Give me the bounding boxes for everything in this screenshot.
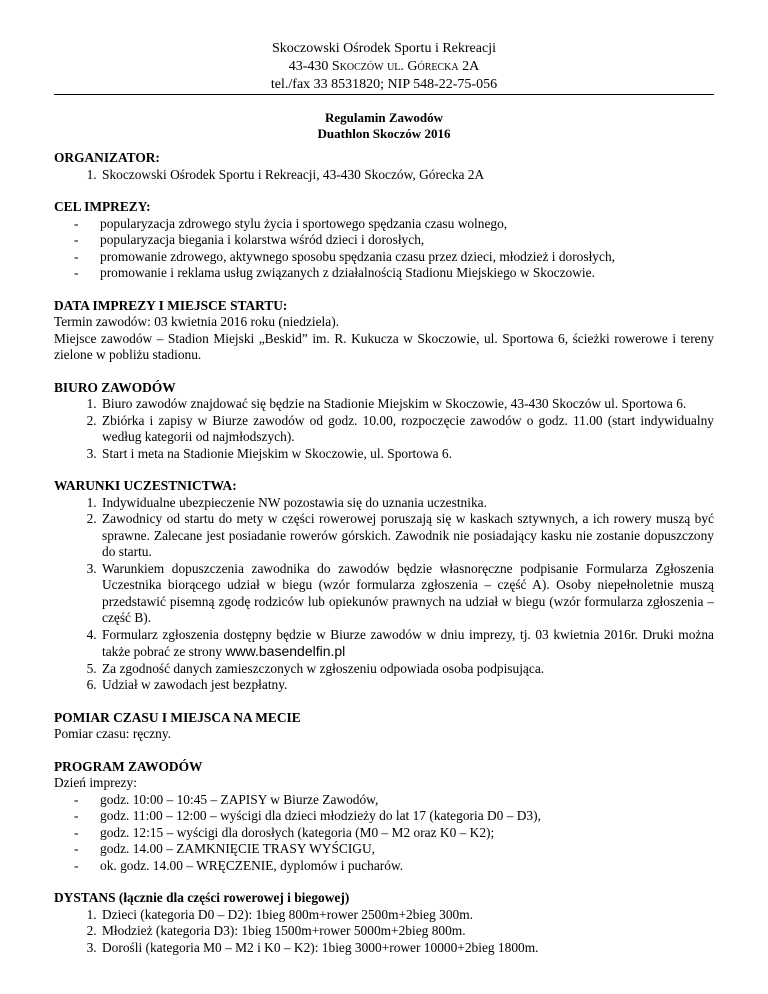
list-item: - godz. 12:15 – wyścigi dla dorosłych (kategoria (M0 – M2 oraz K0 – K2); xyxy=(54,825,714,842)
section-heading: DATA IMPREZY I MIEJSCE STARTU: xyxy=(54,297,288,313)
letterhead xyxy=(0,40,768,94)
organization-address xyxy=(0,58,768,76)
list-item: - godz. 10:00 – 10:45 – ZAPISY w Biurze Zawodów, xyxy=(54,792,714,809)
list-item: 3. Dorośli (kategoria M0 – M2 i K0 – K2): 1bieg 3000+rower 10000+2bieg 1800m. xyxy=(100,940,714,957)
document-title xyxy=(0,110,768,142)
goal-list xyxy=(54,216,714,282)
section-heading: POMIAR CZASU I MIEJSCA NA MECIE xyxy=(54,709,301,725)
program-list xyxy=(54,792,714,875)
list-item: 1. Skoczowski Ośrodek Sportu i Rekreacji, 43-430 Skoczów, Górecka 2A xyxy=(100,167,714,184)
list-item: 1. Indywidualne ubezpieczenie NW pozostawia się do uznania uczestnika. xyxy=(100,495,714,512)
section-heading: PROGRAM ZAWODÓW xyxy=(54,758,203,774)
header-divider xyxy=(54,94,714,95)
section-program xyxy=(54,759,714,875)
section-organizer xyxy=(54,150,714,183)
section-goal xyxy=(54,199,714,282)
section-heading: BIURO ZAWODÓW xyxy=(54,379,176,395)
section-heading: ORGANIZATOR: xyxy=(54,150,160,165)
organization-contact: tel./fax 33 8531820; NIP 548-22-75-056 xyxy=(270,77,498,92)
conditions-list xyxy=(54,495,714,694)
list-item: 3. Start i meta na Stadionie Miejskim w Skoczowie, ul. Sportowa 6. xyxy=(100,446,714,463)
event-location: Miejsce zawodów – Stadion Miejski „Beskid” im. R. Kukucza w Skoczowie, ul. Sportowa 6, ścieżki rowerowe i tereny zielone w pobliżu stadionu. xyxy=(54,330,714,362)
timing-method: Pomiar czasu: ręczny. xyxy=(54,726,171,741)
event-date: Termin zawodów: 03 kwietnia 2016 roku (niedziela). xyxy=(54,314,340,329)
section-conditions xyxy=(54,478,714,694)
list-item: 2. Zawodnicy od startu do mety w części rowerowej poruszają się w kaskach sztywnych, a ich rowery muszą być sprawne. Zalecane jest posiadanie rowerów górskich. Zawodnik nie posiadający kasku nie zostanie dopuszczony do startu. xyxy=(100,511,714,561)
document-body xyxy=(54,150,714,972)
list-item: - godz. 14.00 – ZAMKNIĘCIE TRASY WYŚCIGU, xyxy=(54,841,714,858)
list-item: 1. Biuro zawodów znajdować się będzie na Stadionie Miejskim w Skoczowie, 43-430 Skoczów ul. Sportowa 6. xyxy=(100,396,714,413)
office-list xyxy=(54,396,714,462)
section-heading: WARUNKI UCZESTNICTWA: xyxy=(54,478,237,493)
title-line-1: Regulamin Zawodów xyxy=(324,110,444,125)
list-item: - popularyzacja zdrowego stylu życia i sportowego spędzania czasu wolnego, xyxy=(54,216,714,233)
section-timing xyxy=(54,710,714,743)
list-item: - popularyzacja biegania i kolarstwa wśród dzieci i dorosłych, xyxy=(54,232,714,249)
list-item: 2. Zbiórka i zapisy w Biurze zawodów od godz. 10.00, rozpoczęcie zawodów o godz. 11.00 (start indywidualny według kategorii od najmłodszych). xyxy=(100,413,714,446)
section-date xyxy=(54,298,714,364)
section-heading: CEL IMPREZY: xyxy=(54,199,151,214)
website-link[interactable]: www.basendelfin.pl xyxy=(225,643,346,659)
organization-name: Skoczowski Ośrodek Sportu i Rekreacji xyxy=(272,41,496,56)
postal-code: 43-430 xyxy=(288,59,332,74)
list-item: 3. Warunkiem dopuszczenia zawodnika do zawodów będzie własnoręczne podpisanie Formularza Zgłoszenia Uczestnika biorącego udział w biegu (wzór formularza zgłoszenia – część A). Osoby niepełnoletnie muszą przedstawić pisemną zgodę rodziców lub opiekunów prawnych na udział w biegu (wzór formularza zgłoszenia – część B). xyxy=(100,561,714,627)
program-intro: Dzień imprezy: xyxy=(54,775,137,790)
list-item: 5. Za zgodność danych zamieszczonych w zgłoszeniu odpowiada osoba podpisująca. xyxy=(100,661,714,678)
list-item: 1. Dzieci (kategoria D0 – D2): 1bieg 800m+rower 2500m+2bieg 300m. xyxy=(100,907,714,924)
section-heading: DYSTANS (łącznie dla części rowerowej i biegowej) xyxy=(54,890,350,905)
list-item xyxy=(100,627,714,661)
title-line-2: Duathlon Skoczów 2016 xyxy=(317,126,451,141)
street-address: Skoczów ul. Górecka 2A xyxy=(331,59,480,74)
section-office xyxy=(54,380,714,463)
list-item: 6. Udział w zawodach jest bezpłatny. xyxy=(100,677,714,694)
list-item-text: Formularz zgłoszenia dostępny będzie w Biurze zawodów w dniu imprezy, tj. 03 kwietnia 2016r. Druki można także pobrać ze strony xyxy=(102,626,714,659)
list-item: - ok. godz. 14.00 – WRĘCZENIE, dyplomów i pucharów. xyxy=(54,858,714,875)
organizer-list xyxy=(54,167,714,184)
list-item: 2. Młodzież (kategoria D3): 1bieg 1500m+rower 5000m+2bieg 800m. xyxy=(100,923,714,940)
list-item: - promowanie zdrowego, aktywnego sposobu spędzania czasu przez dzieci, młodzież i dorosłych, xyxy=(54,249,714,266)
section-distance xyxy=(54,890,714,956)
list-item: - godz. 11:00 – 12:00 – wyścigi dla dzieci młodzieży do lat 17 (kategoria D0 – D3), xyxy=(54,808,714,825)
list-item: - promowanie i reklama usług związanych z działalnością Stadionu Miejskiego w Skoczowie. xyxy=(54,265,714,282)
distance-list xyxy=(54,907,714,957)
